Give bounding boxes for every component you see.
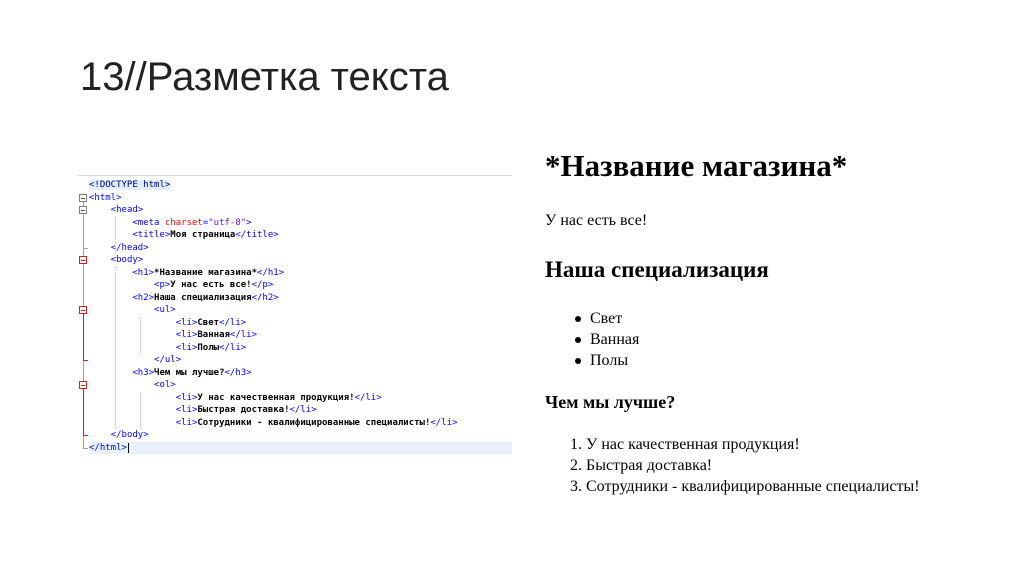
code-token: </li> xyxy=(219,317,247,328)
code-line[interactable] xyxy=(89,229,512,242)
code-token: <p> xyxy=(154,280,171,290)
code-token: <h3> xyxy=(132,367,155,378)
code-token: Полы xyxy=(197,342,220,353)
list-item-label: Свет xyxy=(590,310,623,327)
code-token: <li> xyxy=(175,417,198,428)
code-line[interactable] xyxy=(89,304,512,317)
code-line[interactable] xyxy=(89,379,512,392)
code-line[interactable] xyxy=(89,242,512,255)
code-token: </head> xyxy=(110,242,149,253)
code-token: Наша специализация xyxy=(154,292,252,303)
list-item: 3. Сотрудники - квалифицированные специалисты! xyxy=(570,478,920,495)
fold-range-line xyxy=(83,389,84,435)
code-token: <h2> xyxy=(132,292,155,303)
code-line[interactable] xyxy=(89,429,512,442)
code-token: </h2> xyxy=(251,292,279,303)
code-token: </body> xyxy=(110,430,149,440)
code-token: <ol> xyxy=(154,380,176,390)
code-line[interactable] xyxy=(89,317,512,330)
code-token: Свет xyxy=(197,317,220,328)
indent-guide xyxy=(140,392,141,430)
code-token: </h3> xyxy=(224,367,252,378)
text-cursor xyxy=(128,443,129,453)
code-token: *Название магазина* xyxy=(154,267,257,278)
code-line[interactable] xyxy=(89,279,512,292)
code-token: <li> xyxy=(175,405,198,415)
fold-range-line xyxy=(83,214,84,248)
preview-bullet-list xyxy=(545,308,639,371)
code-token: Сотрудники - квалифицированные специалисты! xyxy=(197,417,431,428)
code-line[interactable] xyxy=(89,354,512,367)
list-item-label: Полы xyxy=(590,352,629,369)
code-token: <li> xyxy=(175,317,198,328)
fold-toggle-icon[interactable] xyxy=(79,256,87,264)
fold-end-mark xyxy=(83,435,88,436)
bullet-icon xyxy=(575,337,581,343)
slide-title: 13//Разметка текста xyxy=(80,55,449,99)
fold-end-mark xyxy=(83,248,88,249)
code-token: </ul> xyxy=(154,355,182,365)
fold-toggle-icon[interactable] xyxy=(79,206,87,214)
preview-heading-1: *Название магазина* xyxy=(545,148,848,183)
code-token: </li> xyxy=(219,342,247,353)
code-line[interactable] xyxy=(89,442,512,455)
code-token: </h1> xyxy=(257,267,285,278)
code-token: > xyxy=(246,217,252,228)
code-line[interactable] xyxy=(89,179,512,192)
code-line[interactable] xyxy=(89,204,512,217)
list-item xyxy=(545,329,639,350)
code-token: Чем мы лучше? xyxy=(154,367,225,378)
list-item: 2. Быстрая доставка! xyxy=(570,457,713,474)
code-line[interactable] xyxy=(89,329,512,342)
indent-guide xyxy=(115,267,116,430)
fold-toggle-icon[interactable] xyxy=(79,381,87,389)
code-token: </p> xyxy=(251,280,274,290)
code-token: У нас есть все! xyxy=(170,280,252,290)
code-token: <head> xyxy=(110,205,144,215)
code-line[interactable] xyxy=(89,404,512,417)
fold-range-line xyxy=(83,314,84,360)
code-token: = xyxy=(202,217,209,228)
list-item: 1. У нас качественная продукция! xyxy=(570,436,800,453)
indent-guide xyxy=(115,217,116,255)
code-token: Быстрая доставка! xyxy=(197,405,290,415)
bullet-icon xyxy=(575,358,581,364)
code-token: <li> xyxy=(175,392,198,403)
code-line[interactable] xyxy=(89,392,512,405)
indent-guide xyxy=(140,317,141,355)
code-line[interactable] xyxy=(89,367,512,380)
code-token: </li> xyxy=(289,405,317,415)
bullet-icon xyxy=(575,316,581,322)
preview-paragraph: У нас есть все! xyxy=(545,212,648,229)
code-token: </title> xyxy=(235,230,279,240)
preview-numbered-list xyxy=(545,434,920,497)
fold-end-mark xyxy=(83,360,88,361)
code-token: <meta xyxy=(132,217,165,228)
code-token: </li> xyxy=(229,330,257,340)
list-item xyxy=(545,308,639,329)
code-token: <li> xyxy=(175,330,198,340)
code-token: <li> xyxy=(175,342,198,353)
preview-heading-3: Чем мы лучше? xyxy=(545,392,676,412)
code-token: </li> xyxy=(430,417,458,428)
code-token: "utf-8" xyxy=(208,217,247,228)
preview-heading-2: Наша специализация xyxy=(545,257,769,282)
code-token: <title> xyxy=(132,230,171,240)
list-item-label: Ванная xyxy=(590,331,640,348)
code-token: <body> xyxy=(110,255,144,265)
code-token: <html> xyxy=(89,192,122,203)
code-token: <h1> xyxy=(132,267,155,278)
code-line[interactable] xyxy=(89,254,512,267)
code-token: Ванная xyxy=(197,330,230,340)
fold-toggle-icon[interactable] xyxy=(79,306,87,314)
code-token: У нас качественная продукция! xyxy=(197,392,355,403)
code-line[interactable] xyxy=(89,292,512,305)
code-token: Моя страница xyxy=(170,230,236,240)
code-line[interactable] xyxy=(89,417,512,430)
code-token: </html> xyxy=(89,442,127,453)
fold-gutter xyxy=(77,176,89,461)
code-line[interactable] xyxy=(89,192,512,205)
list-item xyxy=(545,350,639,371)
code-token: </li> xyxy=(354,392,382,403)
code-line[interactable] xyxy=(89,267,512,280)
code-line[interactable] xyxy=(89,217,512,230)
code-editor[interactable] xyxy=(77,175,512,461)
code-line[interactable] xyxy=(89,342,512,355)
fold-toggle-icon[interactable] xyxy=(79,194,87,202)
code-token: <ul> xyxy=(154,305,176,315)
code-token: <!DOCTYPE html> xyxy=(89,180,171,190)
fold-end-mark xyxy=(83,448,88,449)
code-token: charset xyxy=(164,217,203,228)
